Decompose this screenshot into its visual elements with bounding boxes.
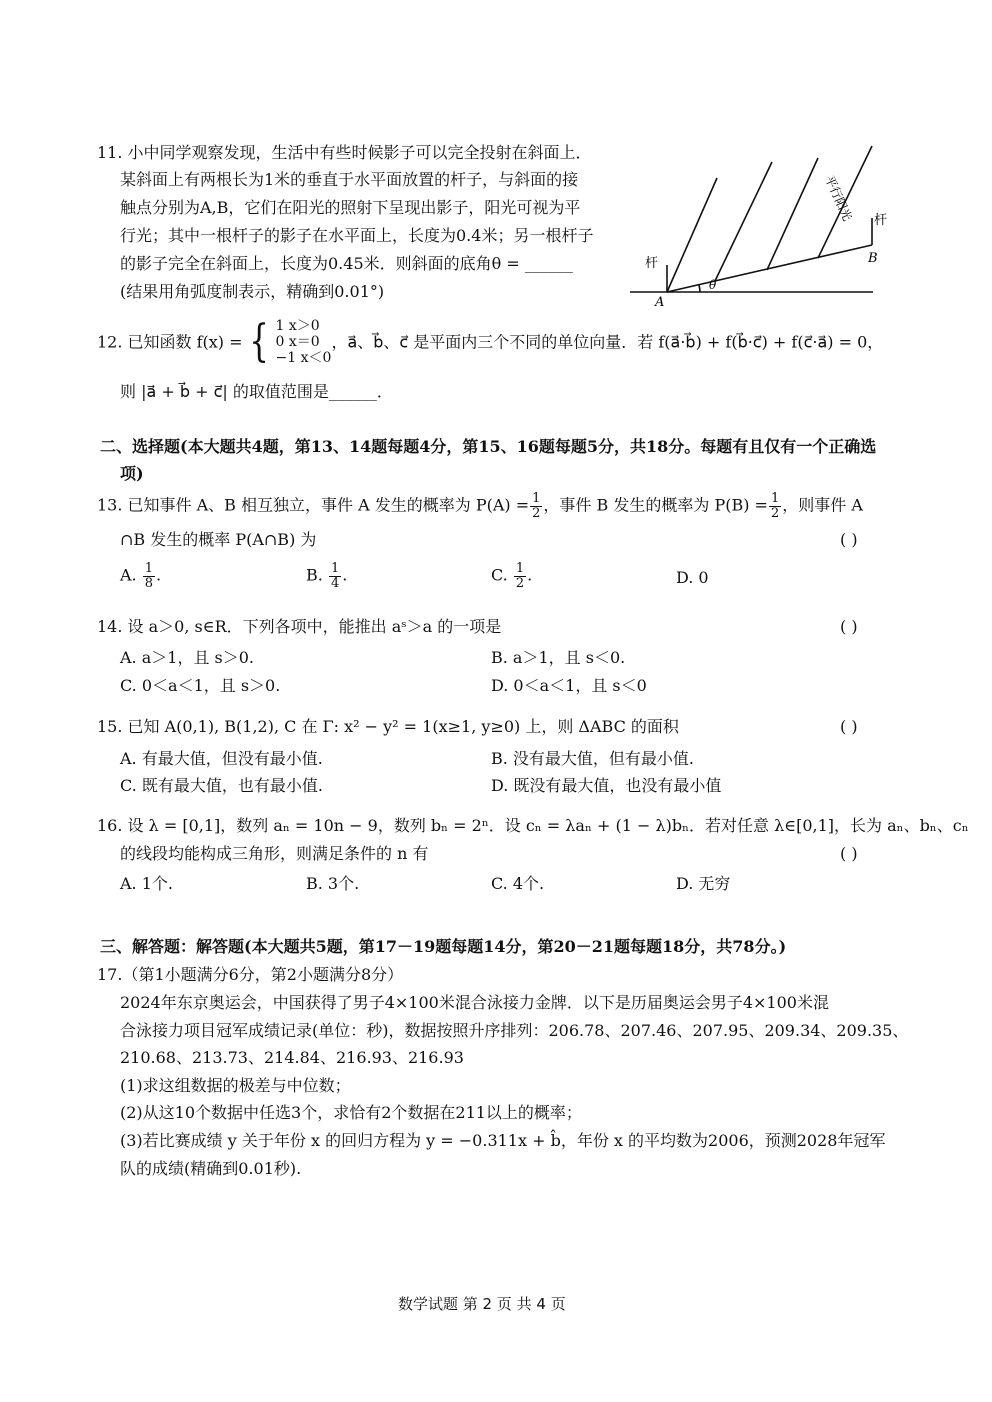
section2-heading-cont: 项) [120,464,144,483]
q16-option-a: A. 1个. [120,874,173,893]
q13-option-b: B. $\frac{1}{4}$ . [306,561,348,591]
q13-option-a: A. $\frac{1}{8}$ . [120,561,162,591]
q11-line-5: 的影子完全在斜面上，长度为0.45米．则斜面的底角θ = ______ [120,254,573,273]
q17-part-1: (1)求这组数据的极差与中位数； [120,1076,351,1095]
section2-heading: 二、选择题(本大题共4题，第13、14题每题4分，第15、16题每题5分，共18分。每题有且仅有一个正确选 [100,437,877,456]
q12-suffix: ，a⃗、b⃗、c⃗ 是平面内三个不同的单位向量．若 f(a⃗·b⃗) + f(b⃗·c⃗) + f(c⃗·a⃗) = 0， [331,332,884,352]
q11-line-3: 触点分别为A,B，它们在阳光的照射下呈现出影子，阳光可视为平 [120,198,581,217]
angle-theta-label: θ [709,278,717,292]
section3-heading: 三、解答题：解答题(本大题共5题，第17－19题每题14分，第20－21题每题18分，共78分。) [100,937,787,956]
point-a-label: A [655,295,665,310]
q16-answer-bracket: ( ) [840,844,858,863]
q14-stem: 14. 设 a＞0, s∈R．下列各项中，能推出 aˢ＞a 的一项是 [97,617,502,636]
q12-brace: { [248,316,269,368]
pole-left-label: 杆 [645,256,659,271]
q12-line-1 [97,318,883,366]
page-footer: 数学试题 第 2 页 共 4 页 [398,1295,566,1313]
q17-line-2: 2024年东京奥运会，中国获得了男子4×100米混合泳接力金牌．以下是历届奥运会男子4×100米混 [120,993,829,1012]
q14-answer-bracket: ( ) [840,617,858,636]
q15-option-d: D. 既没有最大值，也没有最小值 [491,776,722,795]
q17-part-3-cont: 队的成绩(精确到0.01秒). [120,1159,302,1178]
q17-part-3: (3)若比赛成绩 y 关于年份 x 的回归方程为 y = −0.311x + b̂，年份 x 的平均数为2006，预测2028年冠军 [120,1131,886,1150]
q12-line-2: 则 |a⃗ + b⃗ + c⃗| 的取值范围是______． [120,382,393,401]
q14-option-d: D. 0＜a＜1，且 s＜0 [491,676,647,695]
q13-line-1: 13. 已知事件 A、B 相互独立，事件 A 发生的概率为 P(A) = $\frac{1}{2}$ ，事件 B 发生的概率为 P(B) = $\frac{1}{2}$ ，则事件 A [97,491,863,521]
q11-line-6: (结果用角弧度制表示，精确到0.01°) [120,282,385,301]
fraction-one-half: $\frac{1}{2}$ [532,491,541,521]
q11-line-1: 11. 小中同学观察发现，生活中有些时候影子可以完全投射在斜面上． [97,143,592,162]
q12-cases: 1 x＞0 0 x＝0 −1 x＜0 [275,318,332,367]
q15-stem: 15. 已知 A(0,1), B(1,2), C 在 Γ: x² − y² = 1(x≥1, y≥0) 上，则 ΔABC 的面积 [97,717,679,736]
q11-line-4: 行光；其中一根杆子的影子在水平面上，长度为0.4米；另一根杆子 [120,226,594,245]
q14-option-b: B. a＞1，且 s＜0. [491,648,626,667]
q15-option-a: A. 有最大值，但没有最小值. [120,749,323,768]
q16-option-c: C. 4个. [491,874,545,893]
pole-right-label: 杆 [874,213,888,228]
point-b-label: B [868,251,878,266]
q17-part-2: (2)从这10个数据中任选3个，求恰有2个数据在211以上的概率； [120,1103,582,1122]
q12-prefix: 12. 已知函数 f(x) = [97,332,243,352]
q16-line-2: 的线段均能构成三角形，则满足条件的 n 有 [120,844,429,863]
q16-option-b: B. 3个. [306,874,360,893]
q14-option-a: A. a＞1，且 s＞0. [120,648,255,667]
fraction-one-half: $\frac{1}{2}$ [770,491,780,521]
q11-line-2: 某斜面上有两根长为1米的垂直于水平面放置的杆子，与斜面的接 [120,170,579,189]
q13-option-d: D. 0 [676,568,709,587]
q14-option-c: C. 0＜a＜1，且 s＞0. [120,676,281,695]
q13-line-2: ∩B 发生的概率 P(A∩B) 为 [120,530,317,549]
q17-line-1: 17.（第1小题满分6分，第2小题满分8分） [97,965,404,984]
q16-line-1: 16. 设 λ = [0,1]，数列 aₙ = 10n − 9，数列 bₙ = 2ⁿ．设 cₙ = λaₙ + (1 − λ)bₙ．若对任意 λ∈[0,1]，长为 aₙ、bₙ、cₙ [97,816,969,835]
sun-label: 平行阳光 [822,173,855,224]
q15-answer-bracket: ( ) [840,717,858,736]
q15-option-b: B. 没有最大值，但有最小值. [491,749,695,768]
q15-option-c: C. 既有最大值，也有最小值. [120,776,323,795]
q11-figure [625,140,895,310]
q13-answer-bracket: ( ) [840,530,858,549]
q17-line-4: 210.68、213.73、214.84、216.93、216.93 [120,1048,464,1067]
q13-option-c: C. $\frac{1}{2}$ . [491,561,533,591]
q17-line-3: 合泳接力项目冠军成绩记录(单位：秒)，数据按照升序排列：206.78、207.46、207.95、209.34、209.35、 [120,1021,909,1040]
q16-option-d: D. 无穷 [676,874,731,893]
